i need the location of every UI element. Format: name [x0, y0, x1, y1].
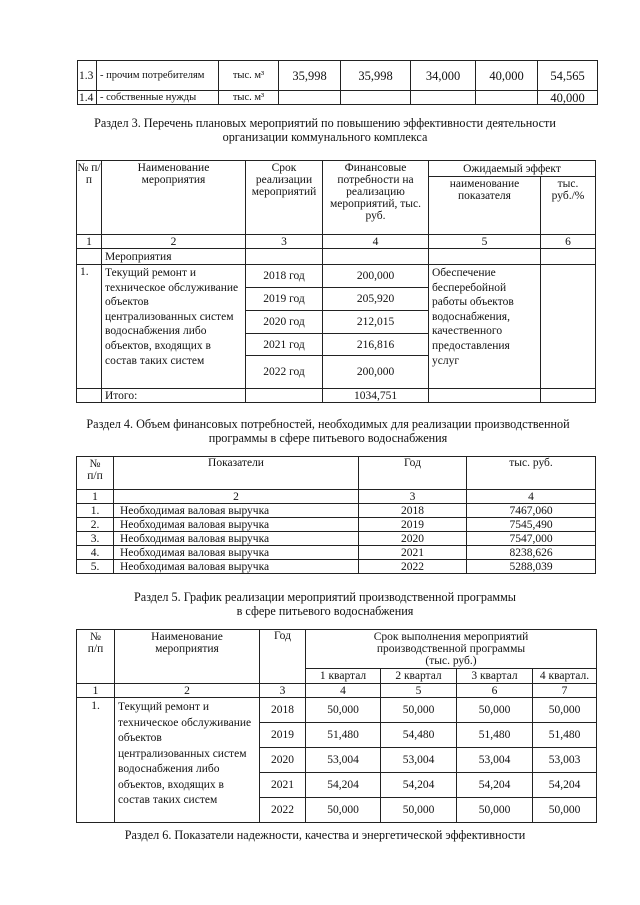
quarter-value: 53,004	[457, 748, 533, 773]
column-number: 7	[533, 684, 597, 698]
column-number: 4	[467, 490, 596, 504]
item-effect: Обеспечение бесперебойной работы объектов водоснабжения, качественного предоставления услуг	[429, 265, 541, 389]
column-number: 3	[246, 235, 323, 249]
row-amount: 7545,490	[467, 518, 596, 532]
quarter-value: 53,004	[381, 748, 457, 773]
column-number: 4	[323, 235, 429, 249]
header-q4: 4 квартал.	[533, 669, 597, 684]
table-row	[77, 546, 596, 560]
header-year: Год	[260, 630, 306, 684]
section3-title-line1: Раздел 3. Перечень плановых мероприятий по повышению эффективности деятельности	[94, 116, 556, 130]
header-name: Наименование мероприятия	[115, 630, 260, 684]
value-cell: 35,998	[279, 61, 341, 91]
header-row	[77, 630, 597, 669]
row-indicator: Необходимая валовая выручка	[114, 532, 359, 546]
row-indicator: Необходимая валовая выручка	[114, 504, 359, 518]
header-amount: тыс. руб.	[467, 457, 596, 490]
quarter-value: 50,000	[306, 798, 381, 823]
row-name: - прочим потребителям	[97, 61, 219, 91]
item-number: 1.	[77, 698, 115, 823]
section4-table	[76, 456, 596, 574]
period-amount: 200,000	[323, 265, 429, 288]
row-name: - собственные нужды	[97, 91, 219, 105]
section5-title-line2: в сфере питьевого водоснабжения	[236, 604, 414, 618]
empty-cell	[429, 389, 541, 403]
row-number: 2.	[77, 518, 114, 532]
row-unit: тыс. м³	[219, 61, 279, 91]
row-year: 2018	[359, 504, 467, 518]
value-cell: 40,000	[538, 91, 598, 105]
section5-table	[76, 629, 597, 823]
value-cell: 34,000	[411, 61, 476, 91]
column-number: 3	[260, 684, 306, 698]
column-number: 3	[359, 490, 467, 504]
period-term: 2021 год	[246, 334, 323, 356]
consumption-table	[77, 60, 598, 105]
empty-cell	[246, 389, 323, 403]
quarter-value: 51,480	[457, 723, 533, 748]
row-amount: 8238,626	[467, 546, 596, 560]
quarter-value: 50,000	[306, 698, 381, 723]
period-term: 2019 год	[246, 288, 323, 311]
item-number: 1.	[77, 265, 102, 389]
column-number: 1	[77, 235, 102, 249]
table-row	[77, 265, 596, 288]
header-effect-value: тыс. руб./%	[541, 177, 596, 235]
item-name: Текущий ремонт и техническое обслуживание объектов централизованных систем водоснабжения либо объектов, входящих в состав таких систем	[102, 265, 246, 389]
quarter-value: 51,480	[306, 723, 381, 748]
period-amount: 212,015	[323, 311, 429, 334]
header-year: Год	[359, 457, 467, 490]
column-number: 4	[306, 684, 381, 698]
table-row	[78, 61, 598, 91]
quarter-value: 50,000	[381, 698, 457, 723]
section3-table	[76, 160, 596, 403]
empty-cell	[541, 389, 596, 403]
row-indicator: Необходимая валовая выручка	[114, 518, 359, 532]
row-year: 2022	[359, 560, 467, 574]
header-indicator: Показатели	[114, 457, 359, 490]
section3-title	[60, 116, 590, 144]
table-row	[78, 91, 598, 105]
header-num: № п/п	[77, 457, 114, 490]
header-q2: 2 квартал	[381, 669, 457, 684]
quarter-value: 53,003	[533, 748, 597, 773]
header-row	[77, 457, 596, 490]
value-cell: 40,000	[476, 61, 538, 91]
section3-title-line2: организации коммунального комплекса	[222, 130, 428, 144]
table-row	[77, 698, 597, 723]
quarter-value: 50,000	[533, 798, 597, 823]
row-number: 4.	[77, 546, 114, 560]
section5-title-line1: Раздел 5. График реализации мероприятий производственной программы	[134, 590, 516, 604]
value-cell	[411, 91, 476, 105]
quarter-value: 54,204	[457, 773, 533, 798]
table-row	[77, 532, 596, 546]
row-year: 2020	[359, 532, 467, 546]
quarter-value: 51,480	[533, 723, 597, 748]
header-q1: 1 квартал	[306, 669, 381, 684]
row-year: 2021	[359, 546, 467, 560]
section6-title: Раздел 6. Показатели надежности, качества и энергетической эффективности	[124, 828, 526, 842]
section4-title	[58, 417, 598, 445]
section4-title-line1: Раздел 4. Объем финансовых потребностей, необходимых для реализации производственной	[86, 417, 570, 431]
column-number: 2	[114, 490, 359, 504]
column-number: 6	[457, 684, 533, 698]
row-amount: 7547,000	[467, 532, 596, 546]
quarter-value: 54,204	[306, 773, 381, 798]
row-year: 2018	[260, 698, 306, 723]
row-number: 1.3	[78, 61, 97, 91]
empty-cell	[429, 249, 541, 265]
item-name: Текущий ремонт и техническое обслуживание объектов централизованных систем водоснабжения либо объектов, входящих в состав таких систем	[115, 698, 260, 823]
row-year: 2022	[260, 798, 306, 823]
header-name: Наименование мероприятия	[102, 161, 246, 235]
period-term: 2018 год	[246, 265, 323, 288]
row-indicator: Необходимая валовая выручка	[114, 546, 359, 560]
header-q3: 3 квартал	[457, 669, 533, 684]
section5-title	[60, 590, 590, 618]
header-effect: Ожидаемый эффект	[429, 161, 596, 177]
row-year: 2019	[359, 518, 467, 532]
column-number: 5	[429, 235, 541, 249]
empty-cell	[541, 249, 596, 265]
quarter-value: 54,204	[533, 773, 597, 798]
column-number: 2	[102, 235, 246, 249]
total-value: 1034,751	[323, 389, 429, 403]
empty-cell	[541, 265, 596, 389]
quarter-value: 53,004	[306, 748, 381, 773]
header-finance: Финансовые потребности на реализацию мероприятий, тыс. руб.	[323, 161, 429, 235]
quarter-value: 50,000	[457, 698, 533, 723]
quarter-value: 54,480	[381, 723, 457, 748]
group-label: Мероприятия	[102, 249, 246, 265]
column-number-row	[77, 684, 597, 698]
column-number-row	[77, 235, 596, 249]
quarter-value: 50,000	[381, 798, 457, 823]
value-cell	[279, 91, 341, 105]
row-number: 5.	[77, 560, 114, 574]
row-year: 2019	[260, 723, 306, 748]
column-number: 1	[77, 490, 114, 504]
quarter-value: 50,000	[533, 698, 597, 723]
period-term: 2022 год	[246, 356, 323, 389]
period-amount: 216,816	[323, 334, 429, 356]
row-indicator: Необходимая валовая выручка	[114, 560, 359, 574]
table-row	[77, 504, 596, 518]
row-amount: 7467,060	[467, 504, 596, 518]
row-year: 2021	[260, 773, 306, 798]
quarter-value: 50,000	[457, 798, 533, 823]
empty-cell	[77, 249, 102, 265]
row-unit: тыс. м³	[219, 91, 279, 105]
period-amount: 200,000	[323, 356, 429, 389]
value-cell	[476, 91, 538, 105]
group-row	[77, 249, 596, 265]
empty-cell	[246, 249, 323, 265]
row-amount: 5288,039	[467, 560, 596, 574]
value-cell	[341, 91, 411, 105]
value-cell: 54,565	[538, 61, 598, 91]
header-num: № п/п	[77, 630, 115, 684]
row-number: 1.	[77, 504, 114, 518]
row-number: 1.4	[78, 91, 97, 105]
table-row	[77, 560, 596, 574]
empty-cell	[77, 389, 102, 403]
header-row	[77, 161, 596, 177]
total-row	[77, 389, 596, 403]
column-number-row	[77, 490, 596, 504]
section4-title-line2: программы в сфере питьевого водоснабжения	[208, 431, 448, 445]
empty-cell	[323, 249, 429, 265]
row-year: 2020	[260, 748, 306, 773]
value-cell: 35,998	[341, 61, 411, 91]
header-num: № п/п	[77, 161, 102, 235]
total-label: Итого:	[102, 389, 246, 403]
quarter-value: 54,204	[381, 773, 457, 798]
header-term: Срок выполнения мероприятий производственной программы (тыс. руб.)	[306, 630, 597, 669]
table-row	[77, 518, 596, 532]
column-number: 6	[541, 235, 596, 249]
column-number: 1	[77, 684, 115, 698]
period-term: 2020 год	[246, 311, 323, 334]
header-effect-name: наименование показателя	[429, 177, 541, 235]
row-number: 3.	[77, 532, 114, 546]
period-amount: 205,920	[323, 288, 429, 311]
column-number: 5	[381, 684, 457, 698]
header-term: Срок реализации мероприятий	[246, 161, 323, 235]
column-number: 2	[115, 684, 260, 698]
